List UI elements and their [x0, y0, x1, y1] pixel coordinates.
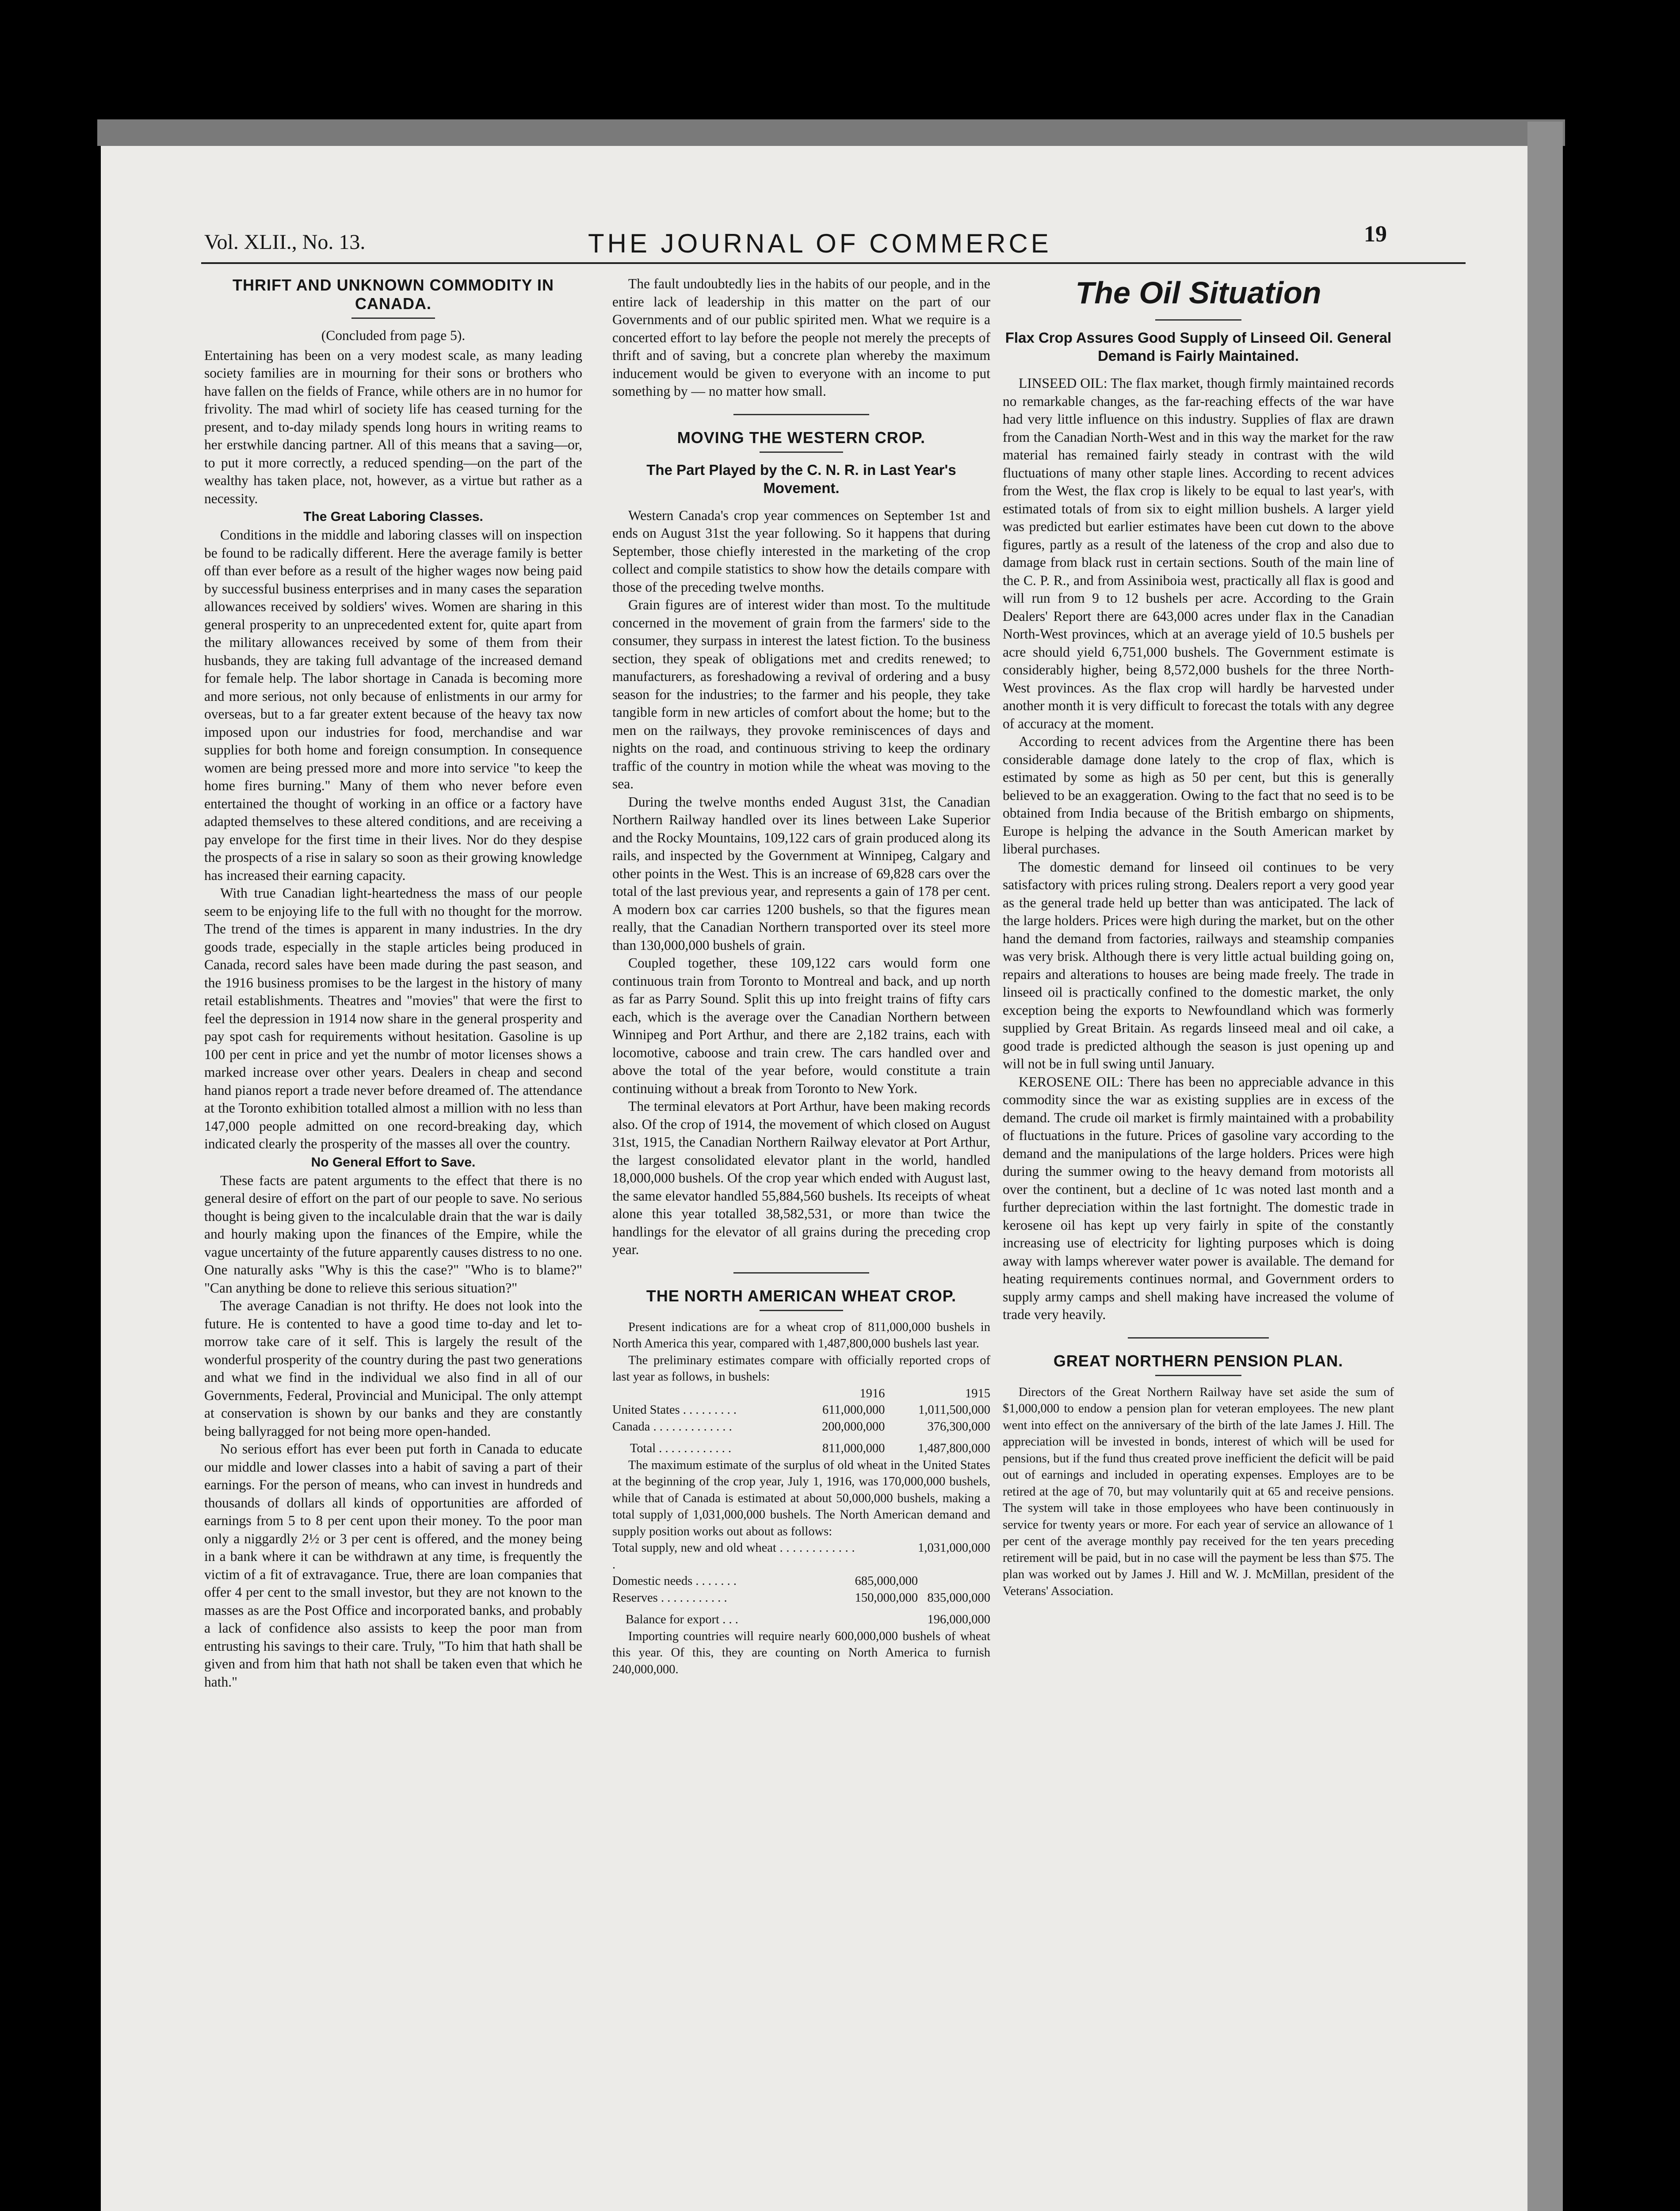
- masthead-rule: [201, 262, 1466, 264]
- article-subtitle-moving-crop: The Part Played by the C. N. R. in Last Year's Movement.: [646, 461, 956, 496]
- table-header: 1916: [859, 1386, 885, 1400]
- article-title-thrift: THRIFT AND UNKNOWN COMMODITY IN CANADA.: [233, 276, 554, 313]
- article-title-pension-plan: GREAT NORTHERN PENSION PLAN.: [1053, 1351, 1344, 1370]
- divider: [1155, 1375, 1241, 1376]
- article-title-wheat-crop: THE NORTH AMERICAN WHEAT CROP.: [646, 1286, 957, 1305]
- table-cell: United States . . . . . . . . .: [612, 1403, 737, 1417]
- table-header: 1915: [965, 1386, 990, 1400]
- table-cell: Domestic needs . . . . . . .: [612, 1574, 737, 1588]
- paragraph: Entertaining has been on a very modest scale, as many leading society families are in mourning for their sons or brothers who have fallen on the fields of France, while others are in no humor for frivolity. The mad whirl of society life has ceased turning for the present, and to-day milady spends long hours in writing reams to her erstwhile dancing partner. All of this means that a saving—or, to put it more correctly, a reduced spending—on the part of the wealthy has taken place, not, however, as a virtue but rather as a necessity.: [204, 347, 582, 506]
- table-cell: Reserves . . . . . . . . . . .: [612, 1591, 727, 1605]
- divider: [1128, 1337, 1269, 1339]
- divider: [351, 317, 435, 319]
- divider: [733, 414, 870, 415]
- table-cell: 1,031,000,000: [918, 1541, 990, 1555]
- table-cell: 196,000,000: [927, 1613, 990, 1626]
- page-number: 19: [1364, 222, 1387, 247]
- table-row-total: [612, 1435, 990, 1457]
- paragraph: The maximum estimate of the surplus of old wheat in the United States at the beginning of the crop year, July 1, 1916, was 170,000,000 bushels, while that of Canada is estimated at about 50,000,000 bushels, making a total supply of 1,031,000,000 bushels. The North American demand and supply position works out about as follows:: [612, 1458, 990, 1538]
- table-row: [612, 1402, 990, 1419]
- table-cell: Total supply, new and old wheat . . . . . . . . . . . . .: [612, 1541, 855, 1572]
- column-3: [1003, 275, 1394, 1599]
- journal-title: THE JOURNAL OF COMMERCE: [588, 229, 1052, 258]
- paragraph: No serious effort has ever been put forth in Canada to educate our middle and lower classes into a habit of saving a part of their earnings. For the person of means, who can invest in hundreds and thousands of dollars all kinds of opportunities are afforded of earnings from 5 to 8 per cent upon their money. To the poor man only a niggardly 2½ or 3 per cent is offered, and the money being in a bank where it can be withdrawn at any time, is frequently the victim of a fit of extravagance. True, there are loan companies that offer 4 per cent to the small investor, but they are not known to the masses as are the Post Office and incorporated banks, and probably a lack of confidence also assists to keep the poor man from entrusting his savings to their care. Truly, "To him that hath shall be given and from him that hath not shall be taken even that which he hath.": [204, 1441, 582, 1690]
- column-1: [204, 275, 582, 1691]
- table-cell: Canada . . . . . . . . . . . . .: [612, 1419, 732, 1434]
- paragraph: The average Canadian is not thrifty. He does not look into the future. He is contented to have a good time to-day and let to-morrow take care of it self. This is largely the result of the wonderful prosperity of the country during the past two generations and what we find in the individual we also find in all of our Governments, Federal, Provincial and Municipal. The only attempt at conservation is shown by our banks and they are constantly being ballyragged for not being more open-handed.: [204, 1298, 582, 1439]
- continuation-note: (Concluded from page 5).: [321, 328, 466, 343]
- paragraph: Grain figures are of interest wider than most. To the multitude concerned in the movement of grain from the farmers' side to the consumer, they surpass in interest the latest fiction. To the business section, they speak of obligations met and credits renewed; to manufacturers, as foreshadowing a revival of ordering and a busy season for the industries; to the farmer and his people, they take tangible form in new articles of comfort about the home; but to the men on the railways, they provoke reminiscences of days and nights on the road, and continuous striving to keep the ordinary traffic of the country in motion while the wheat was moving to the sea.: [612, 597, 990, 792]
- table-cell: 200,000,000: [821, 1419, 885, 1434]
- paragraph: KEROSENE OIL: There has been no appreciable advance in this commodity since the war as existing supplies are in excess of the demand. The crude oil market is firmly maintained with a probability of fluctuations in the future. Prices of gasoline vary according to the demand and the manipulations of the large holders. Prices were high during the summer owing to the heavy demand from motorists all over the continent, but a decline of 1c was noted last month and a further depreciation within the last fortnight. The domestic trade in kerosene oil has kept up very fairly in spite of the constantly increasing use of electricity for lighting purposes which is doing away with lamps wherever water power is available. The demand for heating requirements continues normal, and Government orders to supply army camps and shell making have increased the volume of trade very heavily.: [1003, 1074, 1394, 1322]
- column-2: [612, 275, 990, 1678]
- table-cell: 685,000,000: [855, 1574, 918, 1588]
- scan-shadow-top: [97, 119, 1565, 146]
- scan-shadow-right: [1527, 122, 1563, 2211]
- subheading-laboring-classes: The Great Laboring Classes.: [303, 509, 483, 524]
- wheat-supply-table: [612, 1540, 990, 1628]
- paragraph: With true Canadian light-heartedness the mass of our people seem to be enjoying life to the full with no thought for the morrow. The trend of the times is apparent in many industries. In the dry goods trade, especially in the staple articles being produced in Canada, record sales have been made during the past season, and the 1916 business promises to be the largest in the history of many retail establishments. Theatres and "movies" that were the first to feel the depression in 1914 now share in the general prosperity and pay spot cash for requirements without hesitation. Gasoline is up 100 per cent in price and yet the numbr of motor licenses shows a marked increase over other years. Dealers in cheap and second hand pianos report a trade never before dreamed of. The attendance at the Toronto exhibition totalled almost a million with no less than 147,000 people admitted on one record-breaking day, which indicated clearly the prosperity of the masses all over the country.: [204, 885, 582, 1151]
- table-cell: Balance for export . . .: [626, 1613, 738, 1626]
- paragraph: Conditions in the middle and laboring classes will on inspection be found to be radically different. Here the average family is better off than ever before as a result of the higher wages now being paid by successful business enterprises and in many cases the separation allowances received by soldiers' wives. Women are sharing in this general prosperity to an unprecedented extent for, quite apart from the military allowances received by some of them from their husbands, they are taking full advantage of the increased demand for female help. The labor shortage in Canada is becoming more and more serious, not only because of enlistments in our army for overseas, but to a far greater extent because of the heavy tax now imposed upon our industries for food, merchandise and war supplies for both home and foreign consumption. In consequence women are being pressed more and more into service "to keep the home fires burning." Many of them who never before even entertained the thought of working in an office or a factory have adapted themselves to these altered conditions, and are receiving a pay envelope for the first time in their lives. Nor do they despise the prospects of a rise in salary so soon as their growing knowledge has increased their earning capacity.: [204, 527, 582, 883]
- paragraph: The fault undoubtedly lies in the habits of our people, and in the entire lack of leadership in this matter on the part of our Governments and of our public spirited men. What we require is a concerted effort to lay before the people not merely the precepts of thrift and of saving, but a concrete plan whereby the maximum inducement would be given to everyone with an income to put something by — no matter how small.: [612, 276, 990, 399]
- table-cell: 611,000,000: [822, 1403, 885, 1417]
- volume-number: Vol. XLII., No. 13.: [204, 230, 366, 254]
- paragraph: Importing countries will require nearly 600,000,000 bushels of wheat this year. Of this, they are counting on North America to furnish 240,000,000.: [612, 1629, 990, 1676]
- paragraph: During the twelve months ended August 31st, the Canadian Northern Railway handled over its lines between Lake Superior and the Rocky Mountains, 109,122 cars of grain produced along its rails, and inspected by the Government at Winnipeg, Calgary and other points in the West. This is an increase of 69,828 cars over the total of the last previous year, and represents a gain of 178 per cent. A modern box car carries 1200 bushels, so that the figures mean really, that the Canadian Northern transported over its steel more than 130,000,000 bushels of grain.: [612, 794, 990, 953]
- paragraph: These facts are patent arguments to the effect that there is no general desire of effort on the part of our people to save. No serious thought is being given to the incalculable drain that the war is daily and hourly making upon the finances of the Empire, while the vague uncertainty of the future apparently causes distress to no one. One naturally asks "Why is this the case?" "Who is to blame?" "Can anything be done to relieve this serious situation?": [204, 1172, 582, 1296]
- article-title-oil-situation: The Oil Situation: [1075, 275, 1321, 310]
- table-row: [612, 1573, 990, 1590]
- paragraph: Directors of the Great Northern Railway have set aside the sum of $1,000,000 to endow a pension plan for veteran employees. The new plant went into effect on the anniversary of the birth of the late James J. Hill. The appreciation will be invested in bonds, interest of which will be used for pensions, but if the fund thus created prove inefficient the deficit will be paid out of earnings and included in operating expenses. Employes are to be retired at the age of 70, but may voluntarily quit at 65 and receive pensions. The system will take in those employees who have been continuously in service for twenty years or more. For each year of service an allowance of 1 per cent of the average monthly pay received for the ten years preceding retirement will be paid, but in no case will the payment be less than $75. The plan was worked out by James J. Hill and W. J. McMillan, president of the Veterans' Association.: [1003, 1385, 1394, 1598]
- paragraph: Coupled together, these 109,122 cars would form one continuous train from Toronto to Montreal and back, and up north as far as Parry Sound. Split this up into freight trains of fifty cars each, which is the average over the Canadian Northern between Winnipeg and Port Arthur, and there are 2,182 trains, each with locomotive, caboose and train crew. The cars handled over and above the total of the year before, would constitute a train continuing without a break from Toronto to New York.: [612, 955, 990, 1096]
- divider: [1155, 319, 1241, 321]
- table-cell: 1,011,500,000: [918, 1403, 990, 1417]
- table-row: [612, 1590, 990, 1607]
- paragraph: The terminal elevators at Port Arthur, have been making records also. Of the crop of 1914, the movement of which closed on August 31st, 1915, the Canadian Northern Railway elevator at Port Arthur, the largest consolidated elevator plant in the world, handled 18,000,000 bushels. Of the crop year which ended with August last, the same elevator handled 55,884,560 bushels. Its receipts of wheat alone this year totalled 38,582,531, or more than twice the handlings for the elevator of all grains during the preceding crop year.: [612, 1098, 990, 1257]
- divider: [733, 1272, 870, 1274]
- divider: [760, 451, 843, 453]
- table-cell: 150,000,000: [855, 1591, 918, 1605]
- paragraph: Present indications are for a wheat crop of 811,000,000 bushels in North America this year, compared with 1,487,800,000 bushels last year.: [612, 1320, 990, 1350]
- table-cell: 811,000,000: [822, 1442, 885, 1455]
- paragraph: The preliminary estimates compare with officially reported crops of last year as follows, in bushels:: [612, 1353, 990, 1384]
- subheading-no-effort: No General Effort to Save.: [311, 1155, 476, 1170]
- paragraph: The domestic demand for linseed oil continues to be very satisfactory with prices ruling strong. Dealers report a very good year as the general trade held up better than was anticipated. The lack of the large holders. Prices were high during the market, but on the other hand the demand from factories, railways and steamship companies was very brisk. Although there is very little actual building going on, repairs and alterations to houses are being made freely. The trade in linseed oil is practically confined to the domestic market, the only exception being the exports to Newfoundland which was formerly supplied by Great Britain. As regards linseed meal and oil cake, a good trade is predicted although the season is just opening up and will not be in full swing until January.: [1003, 859, 1394, 1071]
- article-title-moving-crop: MOVING THE WESTERN CROP.: [677, 428, 926, 447]
- table-cell: 1,487,800,000: [918, 1442, 990, 1455]
- wheat-crop-table: [612, 1385, 990, 1457]
- paragraph: According to recent advices from the Argentine there has been considerable damage done lately to the crop of flax, which is estimated by some as high as 50 per cent, but this is generally believed to be an exaggeration. Owing to the fact that no seed is to be obtained from India because of the British embargo on shipments, Europe is helping the advance in the South American market by liberal purchases.: [1003, 734, 1394, 857]
- paragraph: LINSEED OIL: The flax market, though firmly maintained records no remarkable changes, as the far-reaching effects of the war have had very little influence on this industry. Supplies of flax are drawn from the Canadian North-West and in this way the market for the raw material has remained fairly steady in contrast with the wild fluctuations of many other staple lines. According to recent advices from the West, the flax crop is likely to be equal to last year's, with estimated totals of from six to eight million bushels. A larger yield was predicted but earlier estimates have been cut down to the above figures, partly as a result of the lateness of the crop and also due to damage from black rust in certain sections. South of the main line of the C. P. R., and from Assiniboia west, practically all flax is good and will run from 9 to 12 bushels per acre. According to the Grain Dealers' Report there are 643,000 acres under flax in the Canadian North-West provinces, which at an average yield of 10.5 bushels per acre should yield 6,751,000 bushels. The Government estimate is considerably higher, being 8,572,000 bushels for the three North-West provinces. As the flax crop will hardly be harvested under another month it is very difficult to forecast the totals with any degree of accuracy at the moment.: [1003, 375, 1394, 731]
- paragraph: Western Canada's crop year commences on September 1st and ends on August 31st the year following. So it happens that during September, those chiefly interested in the marketing of the crop collect and compile statistics to show how the details compare with those of the preceding twelve months.: [612, 507, 990, 595]
- divider: [760, 1310, 843, 1311]
- table-cell: 376,300,000: [927, 1419, 990, 1434]
- table-cell: Total . . . . . . . . . . . .: [630, 1442, 732, 1455]
- table-cell: 835,000,000: [927, 1591, 990, 1605]
- table-row: [612, 1606, 990, 1628]
- article-subtitle-oil-situation: Flax Crop Assures Good Supply of Linseed Oil. General Demand is Fairly Maintained.: [1005, 329, 1392, 364]
- table-row: [612, 1540, 990, 1573]
- table-row: [612, 1419, 990, 1435]
